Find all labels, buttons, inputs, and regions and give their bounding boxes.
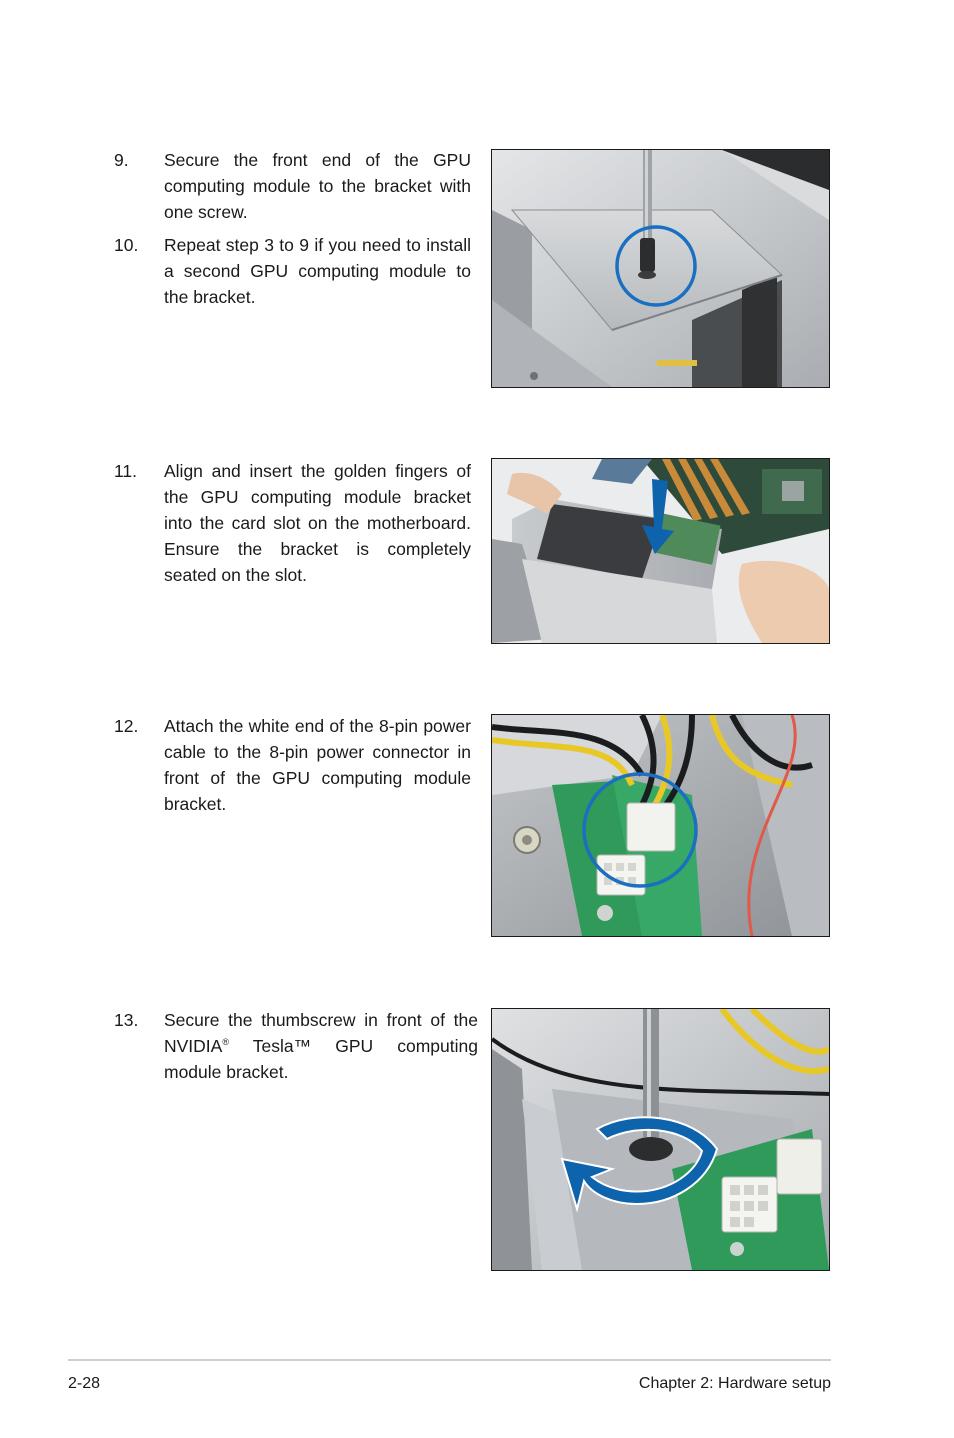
step-number: 11. xyxy=(114,461,138,481)
photo-power-cable xyxy=(491,714,830,937)
step-number: 9. xyxy=(114,150,129,170)
step-text: Align and insert the golden fingers of the GPU computing module bracket into the card slot on the motherboard. Ensure the bracket is completely seated on the slot. xyxy=(164,461,471,585)
step-text: Secure the thumbscrew in front of the NVIDIA® Tesla™ GPU computing module bracket. xyxy=(164,1010,478,1082)
step-number: 13. xyxy=(114,1010,139,1030)
photo-screw-bracket xyxy=(491,149,830,388)
step-text: Repeat step 3 to 9 if you need to install a second GPU computing module to the bracket. xyxy=(164,235,471,307)
step-number: 12. xyxy=(114,716,139,736)
step-text: Attach the white end of the 8-pin power cable to the 8-pin power connector in front of the GPU computing module bracket. xyxy=(164,716,471,814)
step-text: Secure the front end of the GPU computing module to the bracket with one screw. xyxy=(164,150,471,222)
footer-rule xyxy=(68,1359,831,1361)
page-number: 2-28 xyxy=(68,1375,101,1392)
registered-mark: ® xyxy=(222,1037,229,1048)
photo-thumbscrew xyxy=(491,1008,830,1271)
photo-insert-bracket xyxy=(491,458,830,644)
chapter-title: Chapter 2: Hardware setup xyxy=(638,1375,831,1392)
step-number: 10. xyxy=(114,235,139,255)
